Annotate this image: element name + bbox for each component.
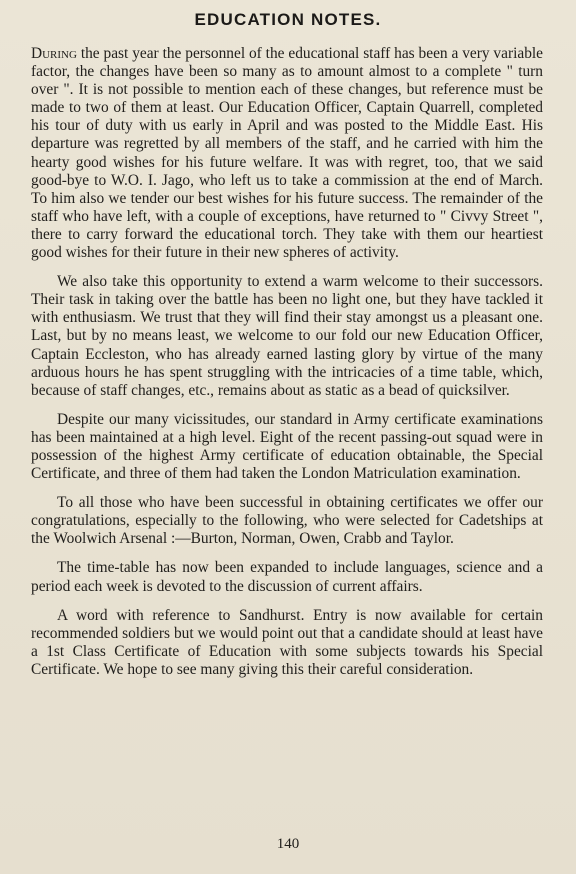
- paragraph-3: Despite our many vicissitudes, our standard in Army certificate examinations has been maintained at a high level. Eight of the recent passing-out squad were in possession of the highest Army certificate of education obtainable, the Special Certificate, and three of them had taken the London Matriculation examination.: [31, 410, 543, 483]
- paragraph-5: The time-table has now been expanded to include languages, science and a period each week is devoted to the discussion of current affairs.: [31, 559, 543, 595]
- paragraph-2: We also take this opportunity to extend a warm welcome to their successors. Their task in taking over the battle has been no light one, but they have tackled it with enthusiasm. We trust that they will find their stay amongst us a pleasant one. Last, but by no means least, we welcome to our fold our new Education Officer, Captain Eccleston, who has already earned lasting glory by virtue of the many arduous hours he has spent struggling with the intricacies of a time table, which, because of staff changes, etc., remains about as static as a bead of quicksilver.: [31, 273, 543, 399]
- page-title: EDUCATION NOTES.: [194, 10, 382, 29]
- paragraph-4: To all those who have been successful in obtaining certificates we offer our congratulations, especially to the following, who were selected for Cadetships at the Woolwich Arsenal :—Burton, Norman, Owen, Crabb and Taylor.: [31, 494, 543, 548]
- paragraph-6: A word with reference to Sandhurst. Entry is now available for certain recommended soldiers but we would point out that a candidate should at least have a 1st Class Certificate of Education with some subjects towards his Special Certificate. We hope to see many giving this their careful consideration.: [31, 606, 543, 678]
- paragraph-lead-word: During: [31, 45, 77, 62]
- article-body: [31, 45, 543, 690]
- page-number: 140: [276, 836, 300, 852]
- paragraph-1-text: the past year the personnel of the educational staff has been a very variable factor, the changes have been so many as to amount almost to a complete " turn over ". It is not possible to mention each of these changes, but reference must be made to two of them at least. Our Education Officer, Captain Quarrell, completed his tour of duty with us early in April and was posted to the Middle East. His departure was regretted by all members of the staff, and he carried with him the hearty good wishes for his future welfare. It was with regret, too, that we said good-bye to W.O. I. Jago, who left us to take a commission at the end of March. To him also we tender our best wishes for his future success. The remainder of the staff who have left, with a couple of exceptions, have returned to " Civvy Street ", there to carry forward the educational torch. They take with them our heartiest good wishes for their future in their new spheres of activity.: [31, 45, 543, 262]
- paragraph-1: [31, 45, 543, 262]
